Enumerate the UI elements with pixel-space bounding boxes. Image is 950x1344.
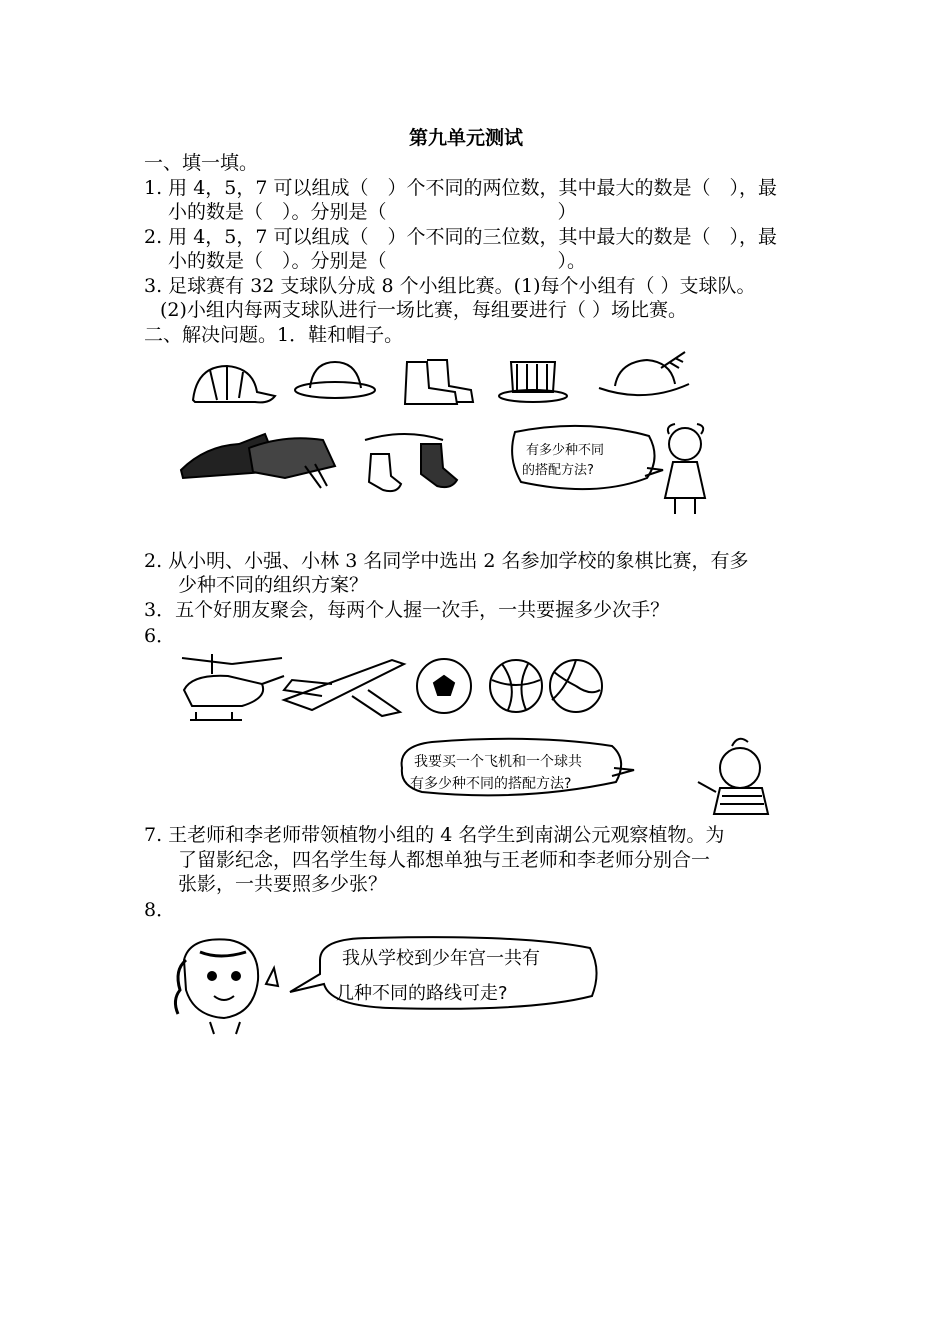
question-3-line-1: 3. 足球赛有 32 支球队分成 8 个小组比赛。(1)每个小组有（ ）支球队。 <box>144 275 756 297</box>
bubble-3-line-2: 几种不同的路线可走? <box>336 983 508 1004</box>
fedora-icon <box>599 352 689 395</box>
page-title: 第九单元测试 <box>409 127 524 149</box>
problem-7-line-1: 7. 王老师和李老师带领植物小组的 4 名学生到南湖公元观察植物。为 <box>144 824 725 846</box>
question-1-line-1: 1. 用 4，5，7 可以组成（ ）个不同的两位数，其中最大的数是（ ），最 <box>144 177 778 199</box>
girl-face-icon <box>175 939 278 1034</box>
problem-2-line-2: 少种不同的组织方案？ <box>178 574 369 596</box>
hats-shoes-illustration <box>175 348 735 518</box>
soccer-ball-icon <box>417 659 471 713</box>
round-hat-icon <box>295 362 375 398</box>
girl-icon <box>665 424 705 514</box>
cap-icon <box>193 366 275 402</box>
bubble-1-line-1: 有多少种不同 <box>526 443 605 458</box>
boy-icon <box>698 739 768 814</box>
basketball-icon <box>490 660 542 712</box>
question-1-line-2: 小的数是（ ）。分别是（ ） <box>168 201 577 223</box>
planes-balls-illustration <box>172 650 822 820</box>
question-2-line-1: 2. 用 4，5，7 可以组成（ ）个不同的三位数，其中最大的数是（ ），最 <box>144 226 778 248</box>
top-hat-icon <box>499 362 567 402</box>
question-2-line-2: 小的数是（ ）。分别是（ ）。 <box>168 250 587 272</box>
volleyball-icon <box>550 660 602 712</box>
problem-2-line-1: 2. 从小明、小强、小林 3 名同学中选出 2 名参加学校的象棋比赛，有多 <box>144 550 749 572</box>
question-3-line-2: (2)小组内每两支球队进行一场比赛，每组要进行（ ）场比赛。 <box>160 299 687 321</box>
section-2-heading: 二、解决问题。1．鞋和帽子。 <box>144 324 404 346</box>
helicopter-icon <box>182 654 284 720</box>
boots-icon <box>405 360 473 404</box>
problem-8: 8． <box>144 899 176 921</box>
bubble-2-line-2: 有多少种不同的搭配方法? <box>410 776 572 792</box>
bubble-1-line-2: 的搭配方法? <box>522 463 594 478</box>
problem-7-line-3: 张影，一共要照多少张？ <box>178 873 388 895</box>
sneakers-icon <box>181 434 335 488</box>
socks-icon <box>365 434 457 491</box>
airplane-icon <box>284 660 404 716</box>
problem-6: 6． <box>144 625 176 647</box>
bubble-3-line-1: 我从学校到少年宫一共有 <box>342 948 540 969</box>
problem-7-line-2: 了留影纪念，四名学生每人都想单独与王老师和李老师分别合一 <box>178 849 711 871</box>
section-1-heading: 一、填一填。 <box>144 152 259 174</box>
bubble-2-line-1: 我要买一个飞机和一个球共 <box>414 754 582 770</box>
problem-3: 3．五个好朋友聚会，每两个人握一次手，一共要握多少次手？ <box>144 599 670 621</box>
